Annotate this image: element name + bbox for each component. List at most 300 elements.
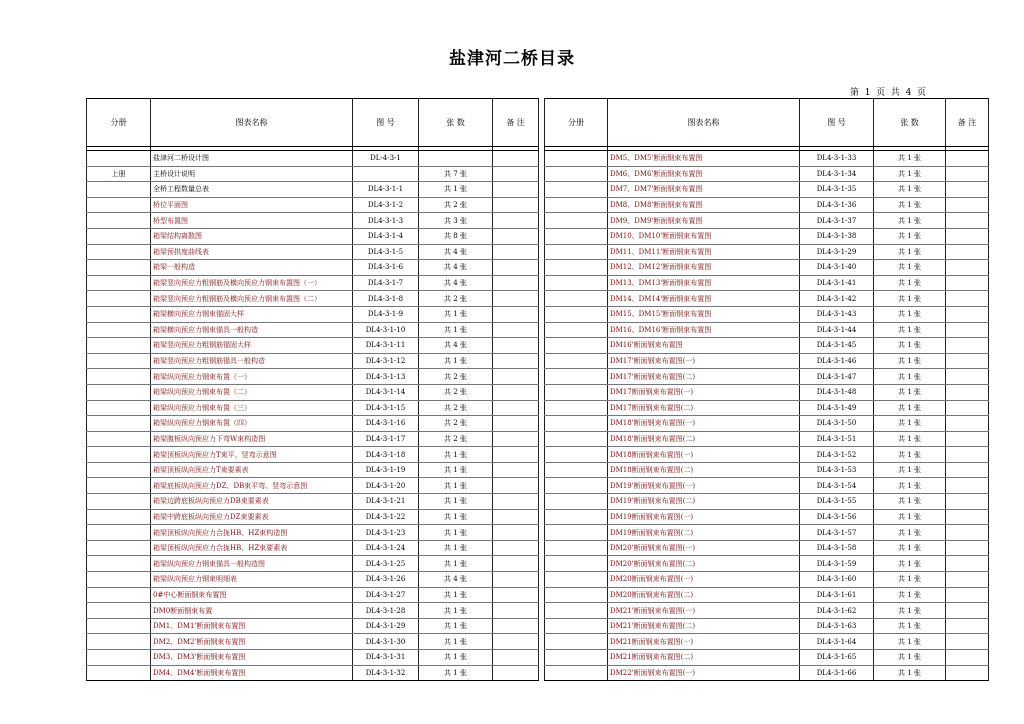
cell-count: 共 1 张 bbox=[874, 384, 946, 400]
cell-count: 共 1 张 bbox=[874, 322, 946, 338]
cell-name: 箱梁结构离散图 bbox=[151, 228, 353, 244]
cell-note bbox=[493, 400, 539, 416]
header-count: 张 数 bbox=[419, 99, 493, 147]
cell-volume bbox=[545, 650, 608, 666]
cell-count: 共 1 张 bbox=[874, 197, 946, 213]
cell-name: DM11、DM11'断面钢束布置图 bbox=[608, 244, 800, 260]
table-row bbox=[87, 228, 539, 244]
cell-name: DM19断面钢束布置图(一) bbox=[608, 509, 800, 525]
cell-note bbox=[493, 353, 539, 369]
cell-number: DL4-3-1-35 bbox=[800, 182, 874, 198]
cell-name: 箱梁横向预应力钢束锚固大样 bbox=[151, 306, 353, 322]
cell-count: 共 1 张 bbox=[419, 618, 493, 634]
table-row bbox=[545, 478, 989, 494]
cell-volume bbox=[87, 228, 151, 244]
cell-note bbox=[493, 572, 539, 588]
cell-name: 箱梁横向预应力钢束锚具一般构造 bbox=[151, 322, 353, 338]
cell-volume bbox=[545, 462, 608, 478]
header-number: 图 号 bbox=[800, 99, 874, 147]
cell-name: 箱梁纵向预应力钢束锚具一般构造图 bbox=[151, 556, 353, 572]
cell-note bbox=[493, 306, 539, 322]
cell-volume bbox=[87, 275, 151, 291]
cell-name: 主桥设计说明 bbox=[151, 166, 353, 182]
cell-volume bbox=[545, 400, 608, 416]
cell-note bbox=[946, 260, 989, 276]
cell-volume bbox=[87, 587, 151, 603]
cell-name: 箱梁顶板纵向预应力合拢HB、HZ束构造图 bbox=[151, 525, 353, 541]
cell-name: 箱梁中跨底板纵向预应力DZ束要素表 bbox=[151, 509, 353, 525]
cell-number: DL4-3-1-46 bbox=[800, 353, 874, 369]
cell-count: 共 1 张 bbox=[419, 509, 493, 525]
table-row bbox=[87, 353, 539, 369]
cell-number: DL4-3-1-17 bbox=[353, 431, 419, 447]
cell-name: DM19'断面钢束布置图(一) bbox=[608, 478, 800, 494]
cell-name: 箱梁纵向预应力钢束布置（一） bbox=[151, 369, 353, 385]
cell-number: DL4-3-1-3 bbox=[353, 213, 419, 229]
table-row bbox=[87, 478, 539, 494]
table-row bbox=[545, 275, 989, 291]
cell-note bbox=[493, 260, 539, 276]
cell-number: DL4-3-1-49 bbox=[800, 400, 874, 416]
cell-count: 共 1 张 bbox=[874, 306, 946, 322]
cell-count: 共 1 张 bbox=[874, 587, 946, 603]
cell-volume bbox=[87, 525, 151, 541]
cell-number: DL4-3-1-25 bbox=[353, 556, 419, 572]
cell-number: DL4-3-1-22 bbox=[353, 509, 419, 525]
cell-name: DM16、DM16'断面钢束布置图 bbox=[608, 322, 800, 338]
cell-name: 箱梁腹板纵向预应力下弯W束构造图 bbox=[151, 431, 353, 447]
cell-number: DL-4-3-1 bbox=[353, 151, 419, 167]
cell-name: 箱梁纵向预应力钢束布置（二） bbox=[151, 384, 353, 400]
cell-volume bbox=[545, 431, 608, 447]
cell-note bbox=[493, 540, 539, 556]
cell-volume bbox=[545, 634, 608, 650]
table-row bbox=[87, 275, 539, 291]
cell-note bbox=[946, 291, 989, 307]
table-row bbox=[545, 587, 989, 603]
cell-name: 全桥工程数量总表 bbox=[151, 182, 353, 198]
cell-number: DL4-3-1-16 bbox=[353, 416, 419, 432]
table-row bbox=[545, 494, 989, 510]
table-row bbox=[87, 587, 539, 603]
table-row bbox=[87, 338, 539, 354]
cell-count: 共 1 张 bbox=[874, 228, 946, 244]
cell-volume bbox=[545, 369, 608, 385]
cell-name: DM5、DM5'断面钢束布置图 bbox=[608, 151, 800, 167]
cell-count: 共 4 张 bbox=[419, 572, 493, 588]
cell-count: 共 2 张 bbox=[419, 197, 493, 213]
table-row bbox=[87, 618, 539, 634]
table-row bbox=[545, 462, 989, 478]
cell-note bbox=[946, 338, 989, 354]
cell-note bbox=[946, 634, 989, 650]
cell-count: 共 1 张 bbox=[419, 182, 493, 198]
cell-count: 共 1 张 bbox=[874, 400, 946, 416]
cell-number: DL4-3-1-52 bbox=[800, 447, 874, 463]
cell-name: DM20断面钢束布置图(二) bbox=[608, 587, 800, 603]
cell-count: 共 1 张 bbox=[874, 509, 946, 525]
cell-volume bbox=[87, 384, 151, 400]
cell-volume bbox=[87, 572, 151, 588]
table-row bbox=[545, 400, 989, 416]
table-row bbox=[87, 260, 539, 276]
cell-note bbox=[493, 166, 539, 182]
cell-volume bbox=[87, 213, 151, 229]
table-row bbox=[545, 244, 989, 260]
cell-volume bbox=[545, 260, 608, 276]
cell-name: 箱梁纵向预应力钢束布置（四） bbox=[151, 416, 353, 432]
cell-count: 共 1 张 bbox=[874, 244, 946, 260]
table-row bbox=[87, 213, 539, 229]
cell-number: DL4-3-1-29 bbox=[800, 244, 874, 260]
table-row bbox=[545, 416, 989, 432]
cell-note bbox=[493, 322, 539, 338]
cell-volume bbox=[87, 244, 151, 260]
cell-volume bbox=[545, 166, 608, 182]
table-row bbox=[87, 650, 539, 666]
cell-volume bbox=[545, 618, 608, 634]
cell-name: 桥型布置图 bbox=[151, 213, 353, 229]
cell-note bbox=[946, 182, 989, 198]
table-row bbox=[545, 634, 989, 650]
cell-count: 共 1 张 bbox=[419, 447, 493, 463]
cell-volume bbox=[545, 556, 608, 572]
cell-note bbox=[946, 618, 989, 634]
cell-note bbox=[946, 509, 989, 525]
cell-name: DM0断面钢束布置 bbox=[151, 603, 353, 619]
cell-volume bbox=[545, 338, 608, 354]
table-row bbox=[87, 166, 539, 182]
cell-number: DL4-3-1-8 bbox=[353, 291, 419, 307]
cell-note bbox=[946, 416, 989, 432]
cell-number: DL4-3-1-14 bbox=[353, 384, 419, 400]
cell-number: DL4-3-1-19 bbox=[353, 462, 419, 478]
cell-note bbox=[946, 369, 989, 385]
cell-note bbox=[493, 447, 539, 463]
table-row bbox=[87, 306, 539, 322]
cell-count: 共 1 张 bbox=[874, 275, 946, 291]
cell-note bbox=[493, 384, 539, 400]
cell-number: DL4-3-1-31 bbox=[353, 650, 419, 666]
cell-note bbox=[493, 494, 539, 510]
table-row bbox=[87, 182, 539, 198]
cell-number: DL4-3-1-61 bbox=[800, 587, 874, 603]
cell-count: 共 1 张 bbox=[874, 478, 946, 494]
cell-note bbox=[493, 431, 539, 447]
cell-number: DL4-3-1-42 bbox=[800, 291, 874, 307]
cell-count: 共 2 张 bbox=[419, 431, 493, 447]
cell-count: 共 1 张 bbox=[874, 618, 946, 634]
cell-name: DM21'断面钢束布置图(一) bbox=[608, 603, 800, 619]
cell-volume bbox=[545, 197, 608, 213]
cell-count: 共 1 张 bbox=[874, 213, 946, 229]
cell-note bbox=[493, 369, 539, 385]
cell-name: DM17'断面钢束布置图(一) bbox=[608, 353, 800, 369]
cell-name: DM18'断面钢束布置图(二) bbox=[608, 431, 800, 447]
cell-note bbox=[493, 618, 539, 634]
cell-volume bbox=[545, 182, 608, 198]
cell-note bbox=[493, 416, 539, 432]
cell-name: 箱梁边跨底板纵向预应力DB束要素表 bbox=[151, 494, 353, 510]
table-row bbox=[545, 525, 989, 541]
header-number: 图 号 bbox=[353, 99, 419, 147]
cell-count: 共 1 张 bbox=[874, 556, 946, 572]
table-row bbox=[87, 509, 539, 525]
cell-number: DL4-3-1-4 bbox=[353, 228, 419, 244]
cell-number: DL4-3-1-6 bbox=[353, 260, 419, 276]
cell-note bbox=[946, 166, 989, 182]
cell-count: 共 1 张 bbox=[874, 369, 946, 385]
cell-note bbox=[946, 228, 989, 244]
cell-name: DM20'断面钢束布置图(一) bbox=[608, 540, 800, 556]
cell-note bbox=[946, 431, 989, 447]
cell-number: DL4-3-1-54 bbox=[800, 478, 874, 494]
cell-volume bbox=[87, 369, 151, 385]
table-row bbox=[87, 322, 539, 338]
cell-name: 箱梁竖向预应力粗钢筋及横向预应力钢束布置图（二） bbox=[151, 291, 353, 307]
cell-name: 箱梁纵向预应力钢束明细表 bbox=[151, 572, 353, 588]
cell-volume bbox=[545, 603, 608, 619]
cell-volume bbox=[545, 509, 608, 525]
cell-note bbox=[493, 509, 539, 525]
cell-count: 共 1 张 bbox=[419, 306, 493, 322]
cell-note bbox=[493, 197, 539, 213]
cell-number: DL4-3-1-64 bbox=[800, 634, 874, 650]
header-count: 张 数 bbox=[874, 99, 946, 147]
cell-volume bbox=[545, 384, 608, 400]
cell-note bbox=[946, 447, 989, 463]
header-volume: 分册 bbox=[87, 99, 151, 147]
cell-volume bbox=[545, 587, 608, 603]
cell-volume bbox=[545, 244, 608, 260]
cell-volume bbox=[87, 634, 151, 650]
cell-volume bbox=[87, 478, 151, 494]
table-row bbox=[545, 166, 989, 182]
cell-count: 共 1 张 bbox=[419, 462, 493, 478]
cell-number: DL4-3-1-5 bbox=[353, 244, 419, 260]
cell-name: DM13、DM13'断面钢束布置图 bbox=[608, 275, 800, 291]
cell-volume bbox=[545, 478, 608, 494]
cell-count: 共 4 张 bbox=[419, 338, 493, 354]
cell-volume bbox=[87, 650, 151, 666]
cell-count: 共 1 张 bbox=[419, 603, 493, 619]
cell-volume bbox=[545, 275, 608, 291]
cell-volume bbox=[87, 431, 151, 447]
cell-number: DL4-3-1-51 bbox=[800, 431, 874, 447]
table-row bbox=[545, 665, 989, 681]
cell-note bbox=[493, 213, 539, 229]
cell-name: DM20断面钢束布置图(一) bbox=[608, 572, 800, 588]
cell-number: DL4-3-1-13 bbox=[353, 369, 419, 385]
cell-name: DM14、DM14'断面钢束布置图 bbox=[608, 291, 800, 307]
cell-count: 共 1 张 bbox=[874, 182, 946, 198]
table-row bbox=[87, 494, 539, 510]
cell-number: DL4-3-1-2 bbox=[353, 197, 419, 213]
cell-name: 盐津河二桥设计图 bbox=[151, 151, 353, 167]
cell-count: 共 1 张 bbox=[419, 587, 493, 603]
cell-count: 共 1 张 bbox=[874, 416, 946, 432]
header-volume: 分册 bbox=[545, 99, 608, 147]
cell-volume: 上册 bbox=[87, 166, 151, 182]
table-row bbox=[545, 431, 989, 447]
cell-count: 共 2 张 bbox=[419, 400, 493, 416]
table-row bbox=[545, 322, 989, 338]
cell-volume bbox=[87, 182, 151, 198]
cell-number: DL4-3-1-50 bbox=[800, 416, 874, 432]
cell-number: DL4-3-1-28 bbox=[353, 603, 419, 619]
table-row bbox=[545, 618, 989, 634]
cell-name: DM17'断面钢束布置图(二) bbox=[608, 369, 800, 385]
cell-number: DL4-3-1-63 bbox=[800, 618, 874, 634]
cell-name: 箱梁竖向预应力粗钢筋锚固大样 bbox=[151, 338, 353, 354]
cell-volume bbox=[545, 306, 608, 322]
cell-count: 共 2 张 bbox=[419, 416, 493, 432]
cell-name: DM10、DM10'断面钢束布置图 bbox=[608, 228, 800, 244]
cell-volume bbox=[545, 353, 608, 369]
cell-number: DL4-3-1-20 bbox=[353, 478, 419, 494]
table-row bbox=[545, 447, 989, 463]
cell-count: 共 1 张 bbox=[874, 462, 946, 478]
cell-name: DM18断面钢束布置图(一) bbox=[608, 447, 800, 463]
catalog-table-left bbox=[86, 98, 539, 681]
cell-count: 共 1 张 bbox=[874, 166, 946, 182]
cell-name: DM15、DM15'断面钢束布置图 bbox=[608, 306, 800, 322]
cell-count: 共 1 张 bbox=[874, 447, 946, 463]
cell-volume bbox=[87, 306, 151, 322]
cell-note bbox=[946, 650, 989, 666]
cell-name: 箱梁竖向预应力粗钢筋锚具一般构造 bbox=[151, 353, 353, 369]
cell-count: 共 1 张 bbox=[874, 665, 946, 681]
table-row bbox=[87, 556, 539, 572]
cell-number: DL4-3-1-27 bbox=[353, 587, 419, 603]
cell-volume bbox=[87, 603, 151, 619]
cell-number bbox=[353, 166, 419, 182]
cell-number: DL4-3-1-38 bbox=[800, 228, 874, 244]
cell-count: 共 1 张 bbox=[874, 151, 946, 167]
cell-name: 0#中心断面钢束布置图 bbox=[151, 587, 353, 603]
table-row bbox=[87, 447, 539, 463]
table-row bbox=[545, 291, 989, 307]
cell-name: 桥位平面图 bbox=[151, 197, 353, 213]
table-row bbox=[87, 572, 539, 588]
cell-name: DM1、DM1'断面钢束布置图 bbox=[151, 618, 353, 634]
cell-count: 共 1 张 bbox=[874, 353, 946, 369]
cell-volume bbox=[87, 416, 151, 432]
table-row bbox=[87, 416, 539, 432]
cell-name: DM20'断面钢束布置图(二) bbox=[608, 556, 800, 572]
cell-count: 共 1 张 bbox=[419, 478, 493, 494]
cell-note bbox=[493, 228, 539, 244]
cell-volume bbox=[545, 151, 608, 167]
cell-volume bbox=[87, 494, 151, 510]
table-row bbox=[87, 384, 539, 400]
cell-number: DL4-3-1-62 bbox=[800, 603, 874, 619]
cell-name: DM21'断面钢束布置图(二) bbox=[608, 618, 800, 634]
cell-name: DM17断面钢束布置图(一) bbox=[608, 384, 800, 400]
table-row bbox=[87, 634, 539, 650]
cell-volume bbox=[87, 291, 151, 307]
cell-volume bbox=[545, 665, 608, 681]
cell-name: 箱梁顶板纵向预应力T束平、竖弯示意图 bbox=[151, 447, 353, 463]
cell-note bbox=[493, 650, 539, 666]
cell-volume bbox=[87, 197, 151, 213]
cell-number: DL4-3-1-32 bbox=[353, 665, 419, 681]
cell-note bbox=[946, 525, 989, 541]
cell-note bbox=[493, 338, 539, 354]
cell-count: 共 1 张 bbox=[419, 353, 493, 369]
cell-note bbox=[946, 540, 989, 556]
cell-name: DM8、DM8'断面钢束布置图 bbox=[608, 197, 800, 213]
cell-count: 共 1 张 bbox=[419, 540, 493, 556]
cell-count: 共 1 张 bbox=[874, 494, 946, 510]
cell-note bbox=[493, 634, 539, 650]
cell-name: DM21断面钢束布置图(二) bbox=[608, 650, 800, 666]
cell-volume bbox=[87, 447, 151, 463]
cell-volume bbox=[545, 213, 608, 229]
cell-count: 共 8 张 bbox=[419, 228, 493, 244]
table-row bbox=[87, 291, 539, 307]
cell-count: 共 2 张 bbox=[419, 291, 493, 307]
cell-name: 箱梁底板纵向预应力DZ、DB束平弯、竖弯示意图 bbox=[151, 478, 353, 494]
table-row bbox=[87, 462, 539, 478]
cell-volume bbox=[87, 509, 151, 525]
cell-count: 共 1 张 bbox=[419, 634, 493, 650]
cell-note bbox=[493, 587, 539, 603]
cell-note bbox=[493, 478, 539, 494]
cell-volume bbox=[87, 462, 151, 478]
header-name: 图表名称 bbox=[151, 99, 353, 147]
cell-volume bbox=[87, 353, 151, 369]
cell-name: DM12、DM12'断面钢束布置图 bbox=[608, 260, 800, 276]
cell-note bbox=[493, 275, 539, 291]
cell-volume bbox=[545, 291, 608, 307]
cell-number: DL4-3-1-45 bbox=[800, 338, 874, 354]
cell-count: 共 1 张 bbox=[874, 572, 946, 588]
table-row bbox=[545, 572, 989, 588]
cell-count: 共 1 张 bbox=[874, 338, 946, 354]
cell-note bbox=[946, 587, 989, 603]
cell-count: 共 4 张 bbox=[419, 260, 493, 276]
cell-number: DL4-3-1-23 bbox=[353, 525, 419, 541]
cell-note bbox=[946, 572, 989, 588]
cell-note bbox=[493, 525, 539, 541]
cell-number: DL4-3-1-34 bbox=[800, 166, 874, 182]
cell-volume bbox=[87, 400, 151, 416]
cell-number: DL4-3-1-66 bbox=[800, 665, 874, 681]
cell-note bbox=[493, 665, 539, 681]
table-row bbox=[545, 213, 989, 229]
cell-name: 箱梁预拱度曲线表 bbox=[151, 244, 353, 260]
cell-count: 共 1 张 bbox=[874, 634, 946, 650]
cell-name: DM16'断面钢束布置图 bbox=[608, 338, 800, 354]
cell-count: 共 1 张 bbox=[874, 260, 946, 276]
cell-volume bbox=[545, 572, 608, 588]
cell-name: 箱梁纵向预应力钢束布置（三） bbox=[151, 400, 353, 416]
cell-volume bbox=[545, 494, 608, 510]
cell-number: DL4-3-1-57 bbox=[800, 525, 874, 541]
cell-note bbox=[946, 603, 989, 619]
cell-number: DL4-3-1-7 bbox=[353, 275, 419, 291]
cell-count: 共 3 张 bbox=[419, 213, 493, 229]
cell-count: 共 7 张 bbox=[419, 166, 493, 182]
cell-name: DM6、DM6'断面钢束布置图 bbox=[608, 166, 800, 182]
header-note: 备 注 bbox=[493, 99, 539, 147]
cell-count: 共 1 张 bbox=[874, 431, 946, 447]
table-row bbox=[545, 338, 989, 354]
cell-note bbox=[493, 556, 539, 572]
table-row bbox=[545, 228, 989, 244]
cell-count: 共 1 张 bbox=[874, 525, 946, 541]
